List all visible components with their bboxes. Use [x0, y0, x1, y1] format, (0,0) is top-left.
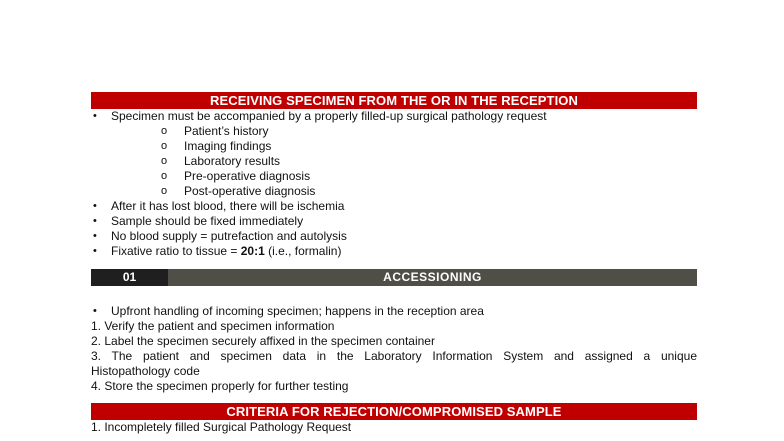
accessioning-section-bar [91, 269, 697, 286]
list-item: • Specimen must be accompanied by a properly filled-up surgical pathology request [93, 109, 547, 123]
spacer [91, 259, 697, 269]
spacer [91, 394, 697, 403]
document-page [91, 92, 697, 435]
bullet-icon: • [93, 230, 97, 242]
sub-list-item: o Patient’s history [161, 124, 269, 138]
list-item: • Sample should be fixed immediately [93, 214, 304, 228]
bullet-icon: • [93, 215, 97, 227]
criteria-item: 1. Incompletely filled Surgical Pathology Request [91, 420, 352, 434]
bullet-icon: • [93, 200, 97, 212]
ratio-value: 20:1 [240, 244, 265, 258]
step-item: 4. Store the specimen properly for further testing [91, 379, 349, 393]
sub-list-item: o Laboratory results [161, 154, 281, 168]
list-item: • Upfront handling of incoming specimen; happens in the reception area [93, 304, 484, 318]
list-item: • After it has lost blood, there will be ischemia [93, 199, 345, 213]
step-item: 3. The patient and specimen data in the Laboratory Information System and assigned a unique [91, 349, 697, 363]
step-item-continued: Histopathology code [91, 364, 200, 378]
list-item: • No blood supply = putrefaction and autolysis [93, 229, 347, 243]
step-item: 1. Verify the patient and specimen information [91, 319, 335, 333]
circle-bullet-icon: o [161, 125, 168, 137]
circle-bullet-icon: o [161, 170, 168, 182]
section-number: 01 [91, 269, 168, 286]
fixative-ratio-item: • Fixative ratio to tissue = 20:1 (i.e., formalin) [93, 244, 342, 258]
sub-list-item: o Imaging findings [161, 139, 272, 153]
circle-bullet-icon: o [161, 155, 168, 167]
bullet-icon: • [93, 245, 97, 257]
spacer [91, 286, 697, 304]
receiving-specimen-header: RECEIVING SPECIMEN FROM THE OR IN THE RECEPTION [91, 92, 697, 109]
rejection-criteria-header: CRITERIA FOR REJECTION/COMPROMISED SAMPLE [91, 403, 697, 420]
circle-bullet-icon: o [161, 185, 168, 197]
circle-bullet-icon: o [161, 140, 168, 152]
bullet-icon: • [93, 305, 97, 317]
sub-list-item: o Pre-operative diagnosis [161, 169, 311, 183]
bullet-icon: • [93, 110, 97, 122]
section-title: ACCESSIONING [168, 269, 697, 286]
sub-list-item: o Post-operative diagnosis [161, 184, 316, 198]
step-item: 2. Label the specimen securely affixed in the specimen container [91, 334, 435, 348]
